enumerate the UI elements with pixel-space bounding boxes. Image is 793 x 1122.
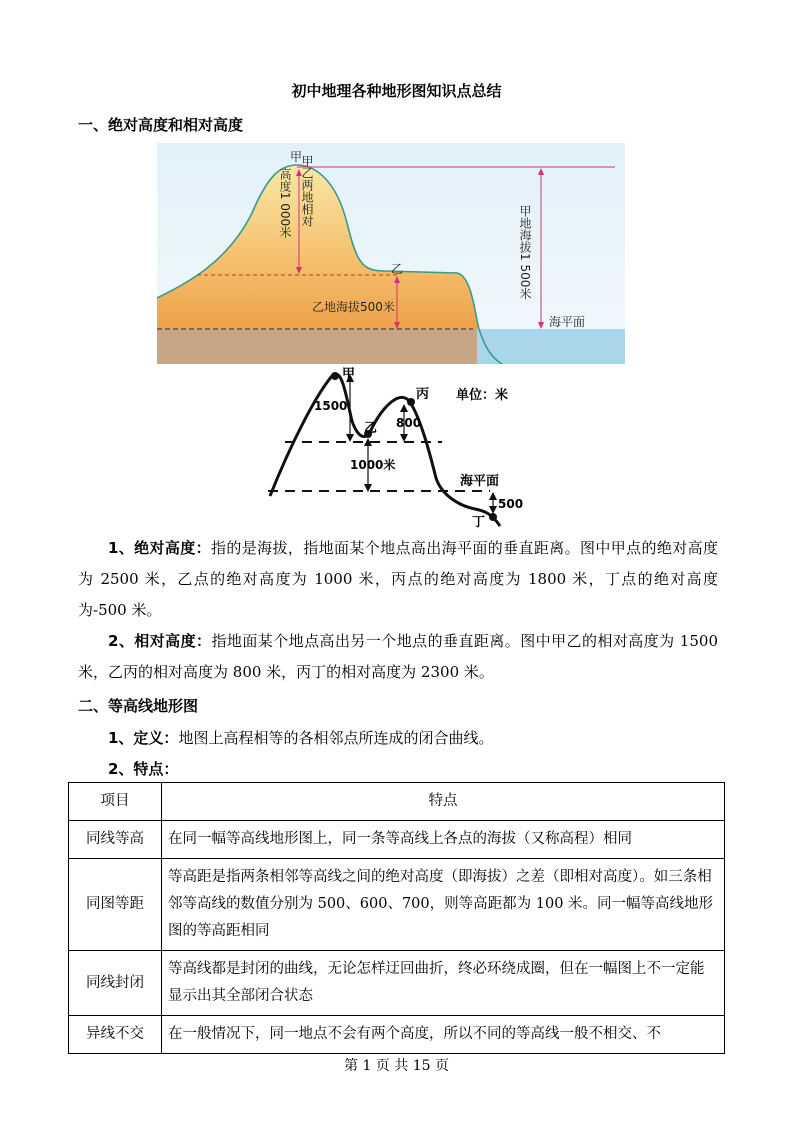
ground [157, 329, 477, 364]
features-heading: 2、特点： [108, 760, 179, 778]
profile-bing: 丙 [416, 387, 430, 402]
svg-text:高度1 000米: 高度1 000米 [278, 167, 292, 239]
page-footer: 第 1 页 共 15 页 [344, 1058, 449, 1074]
section-heading-1: 一、绝对高度和相对高度 [78, 116, 244, 134]
absolute-height-paragraph [78, 533, 718, 626]
label-yi: 乙 [391, 262, 404, 276]
value-500: 500 [498, 497, 524, 511]
section-heading-2: 二、等高线地形图 [78, 697, 199, 715]
table-cell-item: 同图等距 [69, 859, 162, 951]
table-cell-feature: 等高线都是封闭的曲线，无论怎样迂回曲折，终必环绕成圈，但在一幅图上不一定能显示出其全部闭合状态 [162, 951, 725, 1016]
profile-ding: 丁 [472, 515, 486, 530]
profile-sea-label: 海平面 [460, 474, 500, 489]
table-cell-feature: 在同一幅等高线地形图上，同一条等高线上各点的海拔（又称高程）相同 [162, 821, 725, 859]
table-cell-feature: 等高距是指两条相邻等高线之间的绝对高度（即海拔）之差（即相对高度）。如三条相邻等高线的数值分别为 500、600、700，则等高距都为 100 米。同一幅等高线地形图的等高距相同 [162, 859, 725, 951]
table-cell-feature: 在一般情况下，同一地点不会有两个高度，所以不同的等高线一般不相交、不 [162, 1016, 725, 1054]
table-header-cell: 项目 [69, 783, 162, 821]
relative-height-paragraph [78, 626, 718, 688]
features-table [68, 782, 725, 1054]
profile-jia: 甲 [342, 367, 356, 382]
table-header-cell: 特点 [162, 783, 725, 821]
value-800: 800 [396, 416, 422, 430]
a-height-label: 甲地海拔1 500米 [518, 205, 532, 300]
table-cell-item: 同线封闭 [69, 951, 162, 1016]
value-1000: 1000米 [350, 458, 396, 472]
table-row [69, 821, 725, 859]
absolute-height-label: 1、绝对高度： [108, 539, 212, 557]
table-header-row [69, 783, 725, 821]
definition-text: 地图上高程相等的各相邻点所连成的闭合曲线。 [178, 729, 494, 747]
table-row [69, 859, 725, 951]
page-title: 初中地理各种地形图知识点总结 [291, 82, 502, 100]
definition-line [108, 727, 493, 748]
profile-yi: 乙 [364, 421, 378, 436]
table-cell-item: 同线等高 [69, 821, 162, 859]
table-cell-item: 异线不交 [69, 1016, 162, 1054]
table-row [69, 1016, 725, 1054]
svg-text:甲乙两地相对: 甲乙两地相对 [300, 155, 314, 227]
profile-diagram [260, 366, 530, 530]
absolute-height-text: 指的是海拔，指地面某个地点高出海平面的垂直距离。图中甲点的绝对高度为 2500 米，乙点的绝对高度为 1000 米，丙点的绝对高度为 1800 米，丁点的绝对高度为-500 米。 [78, 539, 718, 619]
definition-label: 1、定义： [108, 729, 179, 747]
relative-height-text: 指地面某个地点高出另一个地点的垂直距离。图中甲乙的相对高度为 1500 米，乙丙的相对高度为 800 米，丙丁的相对高度为 2300 米。 [78, 632, 718, 681]
unit-label: 单位：米 [456, 388, 509, 403]
value-1500: 1500 [314, 399, 348, 413]
relative-height-term: 2、相对高度： [108, 632, 212, 650]
label-jia: 甲 [290, 150, 303, 164]
height-diagram [157, 143, 625, 364]
sea-level-label: 海平面 [549, 315, 586, 329]
table-row [69, 951, 725, 1016]
b-height-label: 乙地海拔500米 [312, 300, 395, 314]
